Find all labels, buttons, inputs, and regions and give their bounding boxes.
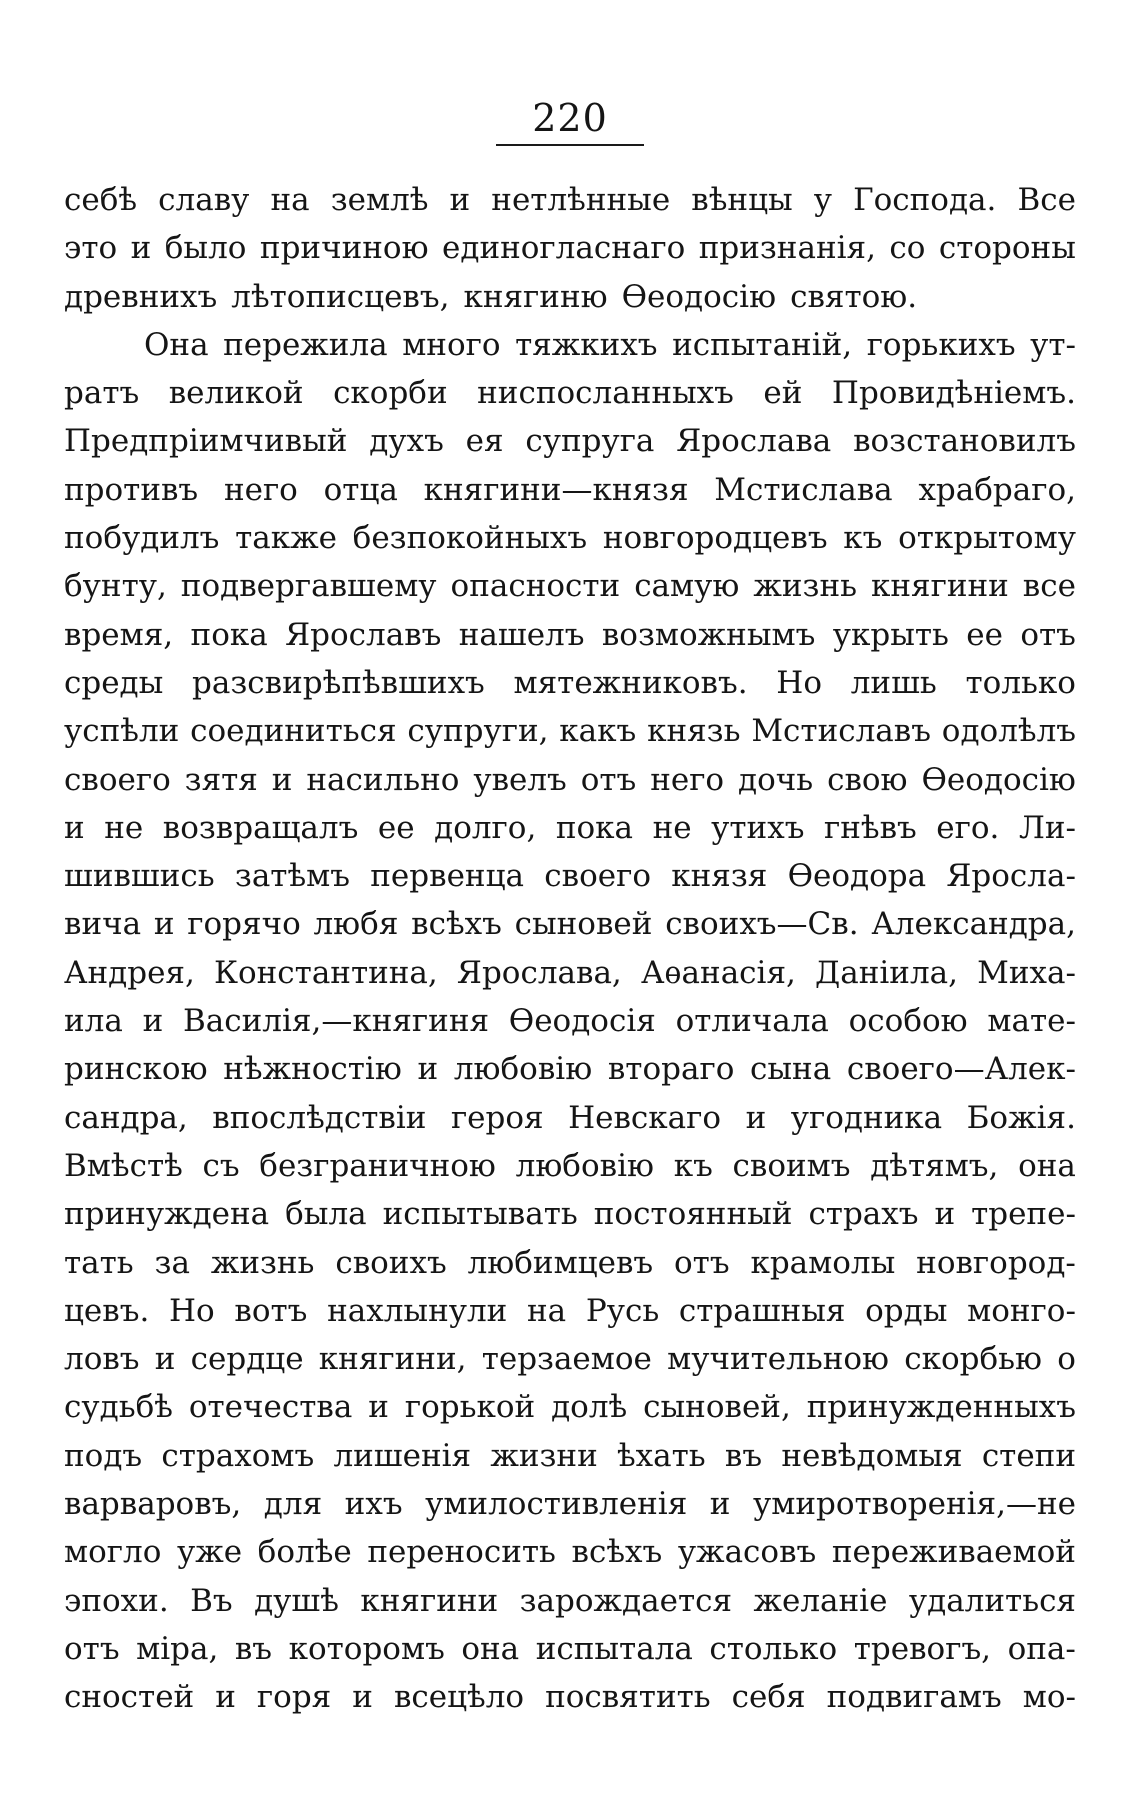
text-line: подъ страхомъ лишенія жизни ѣхать въ невѣдомыя степи (64, 1437, 1076, 1474)
text-line: ловъ и сердце княгини, терзаемое мучительною скорбью о (64, 1341, 1076, 1378)
text-line: Она пережила много тяжкихъ испытаній, горькихъ ут- (144, 326, 1076, 363)
text-line: сностей и горя и всецѣло посвятить себя подвигамъ мо- (64, 1679, 1076, 1716)
text-line: древнихъ лѣтописцевъ, княгиню Ѳеодосію святою. (64, 278, 918, 315)
page-number: 220 (532, 96, 608, 140)
page-number-rule (496, 144, 644, 146)
text-line: Андрея, Константина, Ярослава, Аѳанасія, Даніила, Миха- (64, 954, 1076, 991)
text-line: своего зятя и насильно увелъ отъ него дочь свою Ѳеодосію (64, 761, 1076, 798)
text-line: ила и Василія,—княгиня Ѳеодосія отличала особою мате- (64, 1003, 1076, 1040)
text-line: Предпріимчивый духъ ея супруга Ярослава возстановилъ (64, 423, 1076, 460)
text-line: время, пока Ярославъ нашелъ возможнымъ укрыть ее отъ (64, 616, 1076, 653)
text-line: шившись затѣмъ первенца своего князя Ѳеодора Яросла- (64, 858, 1076, 895)
text-line: принуждена была испытывать постоянный страхъ и трепе- (64, 1196, 1076, 1233)
text-line: могло уже болѣе переносить всѣхъ ужасовъ переживаемой (64, 1534, 1076, 1571)
text-line: это и было причиною единогласнаго признанія, со стороны (64, 230, 1076, 267)
text-line: себѣ славу на землѣ и нетлѣнные вѣнцы у Господа. Все (64, 182, 1076, 218)
text-line: успѣли соединиться супруги, какъ князь Мстиславъ одолѣлъ (64, 713, 1076, 750)
text-line: эпохи. Въ душѣ княгини зарождается желаніе удалиться (64, 1582, 1076, 1619)
text-line: побудилъ также безпокойныхъ новгородцевъ къ открытому (64, 520, 1076, 557)
text-line: судьбѣ отечества и горькой долѣ сыновей, принужденныхъ (64, 1389, 1076, 1426)
text-line: и не возвращалъ ее долго, пока не утихъ гнѣвъ его. Ли- (64, 809, 1076, 846)
text-line: ратъ великой скорби ниспосланныхъ ей Провидѣніемъ. (64, 375, 1076, 412)
text-line: противъ него отца княгини—князя Мстислава храбраго, (64, 471, 1076, 508)
text-line: вича и горячо любя всѣхъ сыновей своихъ—Св. Александра, (64, 906, 1076, 943)
text-line: цевъ. Но вотъ нахлынули на Русь страшныя орды монго- (64, 1292, 1076, 1329)
text-line: варваровъ, для ихъ умилостивленія и умиротворенія,—не (64, 1486, 1076, 1523)
body-text (64, 176, 1076, 1722)
text-line: бунту, подвергавшему опасности самую жизнь княгини все (64, 568, 1076, 605)
text-line: тать за жизнь своихъ любимцевъ отъ крамолы новгород- (64, 1244, 1076, 1281)
text-line: отъ міра, въ которомъ она испытала столько тревогъ, опа- (64, 1630, 1076, 1667)
text-line: сандра, впослѣдствіи героя Невскаго и угодника Божія. (64, 1099, 1076, 1136)
text-line: ринскою нѣжностію и любовію втораго сына своего—Алек- (64, 1051, 1076, 1088)
text-line: среды разсвирѣпѣвшихъ мятежниковъ. Но лишь только (64, 664, 1076, 701)
text-line: Вмѣстѣ съ безграничною любовію къ своимъ дѣтямъ, она (64, 1147, 1076, 1184)
